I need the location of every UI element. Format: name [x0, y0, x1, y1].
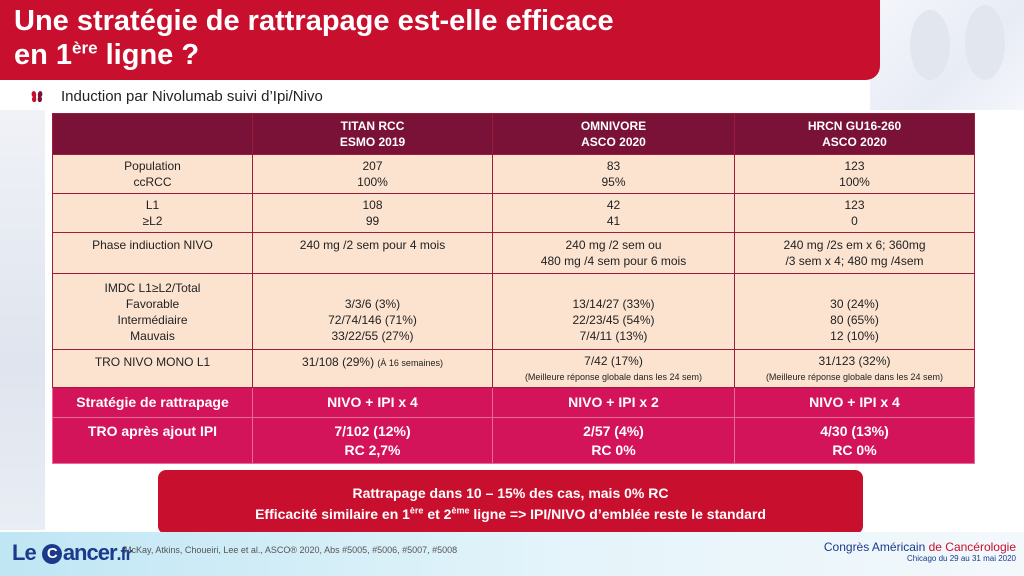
slide-title-line2: en 1ère ligne ? [14, 38, 200, 71]
cell-omnivore-tro-ipi: 2/57 (4%) RC 0% [493, 418, 735, 464]
conclusion-line1: Rattrapage dans 10 – 15% des cas, mais 0% RC [352, 485, 669, 501]
slide-title-line1: Une stratégie de rattrapage est-elle efficace [14, 5, 614, 37]
background-decoration-left [0, 110, 45, 530]
header-omnivore: OMNIVORE ASCO 2020 [493, 114, 735, 155]
cell-hrcn-population: 123 100% [735, 155, 975, 194]
cell-hrcn-imdc: 30 (24%) 80 (65%) 12 (10%) [735, 274, 975, 350]
cell-omnivore-tro-mono: 7/42 (17%) (Meilleure réponse globale dans les 24 sem) [493, 350, 735, 388]
row-label-lines: L1 ≥L2 [53, 194, 253, 233]
cell-hrcn-induction: 240 mg /2s em x 6; 360mg /3 sem x 4; 480 mg /4sem [735, 233, 975, 274]
cell-titan-induction: 240 mg /2 sem pour 4 mois [253, 233, 493, 274]
cell-omnivore-population: 83 95% [493, 155, 735, 194]
conclusion-line2: Efficacité similaire en 1ère et 2ème ligne => IPI/NIVO d’emblée reste le standard [255, 505, 766, 522]
row-label-strategie: Stratégie de rattrapage [53, 388, 253, 418]
cell-hrcn-tro-mono: 31/123 (32%) (Meilleure réponse globale dans les 24 sem) [735, 350, 975, 388]
cell-titan-tro-mono: 31/108 (29%) (À 16 semaines) [253, 350, 493, 388]
header-titan: TITAN RCC ESMO 2019 [253, 114, 493, 155]
table-row-lines [53, 194, 975, 233]
table-row-imdc [53, 274, 975, 350]
cell-titan-imdc: 3/3/6 (3%) 72/74/146 (71%) 33/22/55 (27%) [253, 274, 493, 350]
table-row-tro-ipi [53, 418, 975, 464]
table-row-strategie [53, 388, 975, 418]
cell-omnivore-strategie: NIVO + IPI x 2 [493, 388, 735, 418]
header-cell-empty [53, 114, 253, 155]
kidney-bullet-icon [31, 90, 43, 104]
cell-titan-population: 207 100% [253, 155, 493, 194]
cell-hrcn-tro-ipi: 4/30 (13%) RC 0% [735, 418, 975, 464]
cell-omnivore-imdc: 13/14/27 (33%) 22/23/45 (54%) 7/4/11 (13%) [493, 274, 735, 350]
cell-titan-strategie: NIVO + IPI x 4 [253, 388, 493, 418]
title-banner [0, 0, 880, 80]
lecancer-logo: Le C ancer.fr [12, 540, 132, 565]
table-row-tro-mono [53, 350, 975, 388]
row-label-population: Population ccRCC [53, 155, 253, 194]
background-decoration-right [870, 0, 1024, 110]
table-header-row [53, 114, 975, 155]
row-label-induction: Phase indiuction NIVO [53, 233, 253, 274]
cell-omnivore-induction: 240 mg /2 sem ou 480 mg /4 sem pour 6 mois [493, 233, 735, 274]
row-label-imdc: IMDC L1≥L2/Total Favorable Intermédiaire Mauvais [53, 274, 253, 350]
cell-hrcn-strategie: NIVO + IPI x 4 [735, 388, 975, 418]
cell-titan-tro-ipi: 7/102 (12%) RC 2,7% [253, 418, 493, 464]
references: McKay, Atkins, Choueiri, Lee et al., ASCO® 2020, Abs #5005, #5006, #5007, #5008 [124, 545, 458, 555]
conclusion-box [158, 470, 863, 534]
header-hrcn: HRCN GU16-260 ASCO 2020 [735, 114, 975, 155]
congress-logo: Congrès Américain de Cancérologie Chicago du 29 au 31 mai 2020 [823, 540, 1016, 563]
cell-titan-lines: 108 99 [253, 194, 493, 233]
row-label-tro-mono: TRO NIVO MONO L1 [53, 350, 253, 388]
cell-omnivore-lines: 42 41 [493, 194, 735, 233]
row-label-tro-ipi: TRO après ajout IPI [53, 418, 253, 464]
subtitle: Induction par Nivolumab suivi d’Ipi/Nivo [61, 88, 323, 105]
cell-hrcn-lines: 123 0 [735, 194, 975, 233]
comparison-table [52, 113, 975, 464]
table-row-population [53, 155, 975, 194]
table-row-induction [53, 233, 975, 274]
